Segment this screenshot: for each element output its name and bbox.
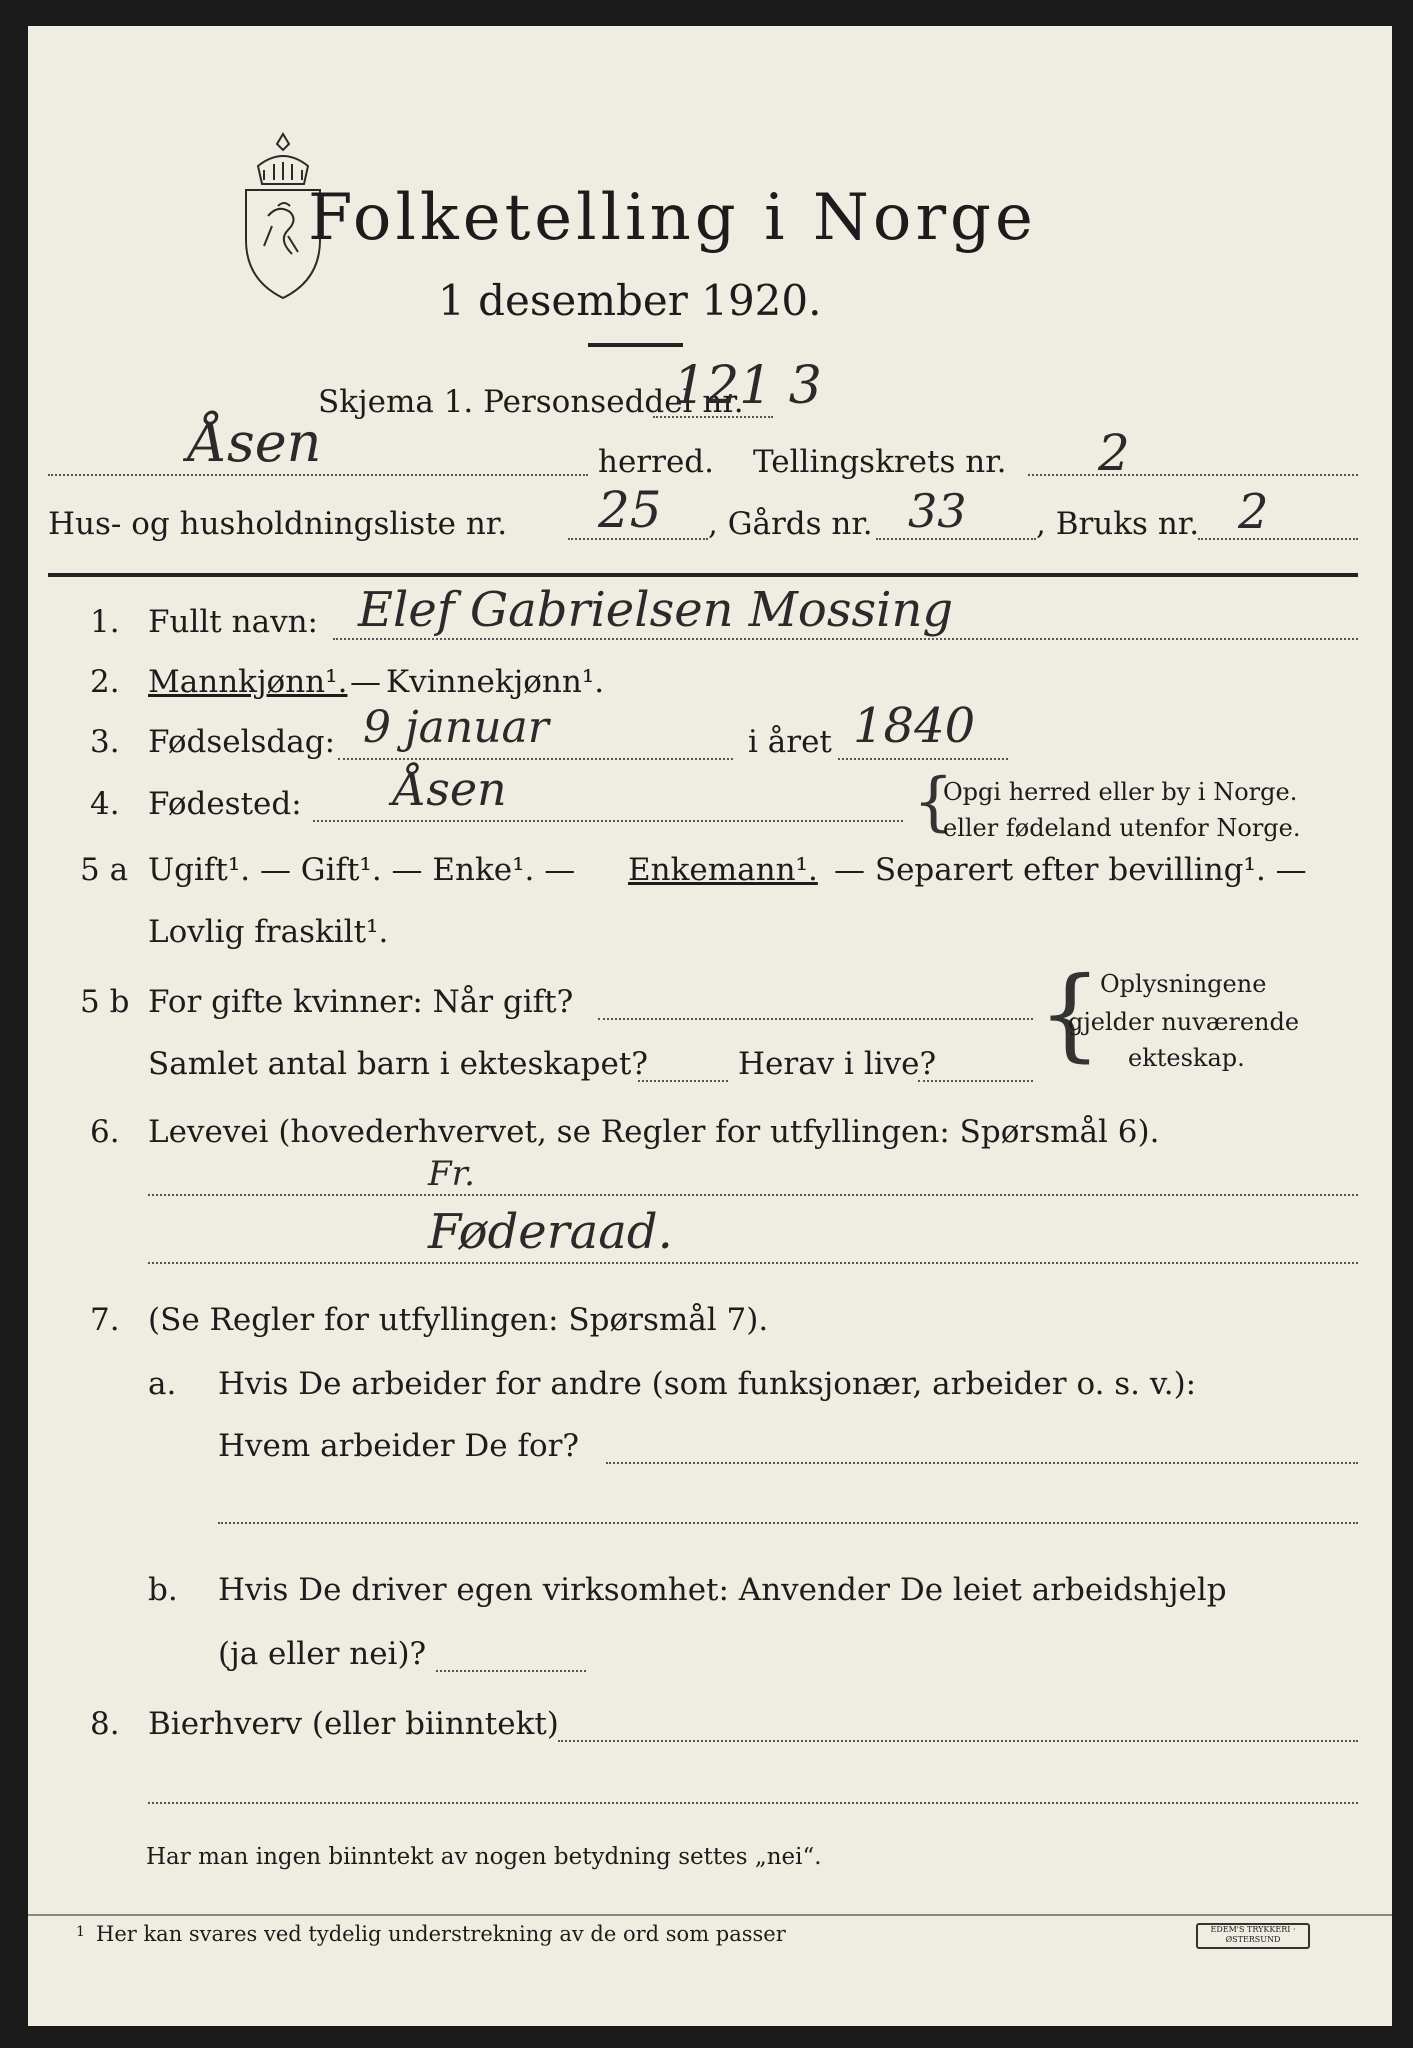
tellingskrets-value: 2 <box>1098 424 1130 482</box>
herred-label: herred. <box>598 444 714 480</box>
q5b-note-line1: Oplysningene <box>1100 970 1267 998</box>
q3-year-dotted-line <box>838 758 1008 760</box>
bruks-label: , Bruks nr. <box>1036 506 1200 542</box>
q5b-brace: { <box>1038 955 1102 1072</box>
q3-label: Fødselsdag: <box>148 724 336 760</box>
schema-label: Skjema 1. Personseddel nr. <box>318 384 744 420</box>
husliste-label: Hus- og husholdningsliste nr. <box>48 506 508 542</box>
q8-dotted-line <box>558 1740 1358 1742</box>
footnote-text: Her kan svares ved tydelig understrekning av de ord som passer <box>96 1922 786 1946</box>
q5a-option-fraskilt: Lovlig fraskilt¹. <box>148 914 389 950</box>
section-divider <box>48 573 1358 577</box>
q7-number: 7. <box>90 1302 120 1338</box>
q4-note-line1: Opgi herred eller by i Norge. <box>943 778 1298 806</box>
census-form <box>28 26 1392 2026</box>
q3-birthday: 9 januar <box>363 702 549 753</box>
schema-dotted-line <box>653 416 773 418</box>
biinntekt-note: Har man ingen biinntekt av nogen betydning settes „nei“. <box>146 1844 822 1870</box>
herred-value: Åsen <box>188 411 322 474</box>
printer-stamp: EDEM'S TRYKKERI · ØSTERSUND <box>1196 1923 1310 1949</box>
q7a-question: Hvis De arbeider for andre (som funksjonær, arbeider o. s. v.): <box>218 1366 1197 1402</box>
q7b-dotted-line <box>436 1670 586 1672</box>
q5b-children-alive: Herav i live? <box>738 1046 937 1082</box>
q1-dotted-line <box>333 638 1358 640</box>
q1-number: 1. <box>90 604 120 640</box>
q2-female: Kvinnekjønn¹. <box>386 664 605 700</box>
q5a-options-end: — Separert efter bevilling¹. — <box>834 852 1307 888</box>
q3-year-label: i året <box>748 724 832 760</box>
title-divider <box>588 343 683 347</box>
q4-number: 4. <box>90 786 120 822</box>
q6-number: 6. <box>90 1114 120 1150</box>
schema-number: 121 3 <box>673 356 822 416</box>
q7b-question: Hvis De driver egen virksomhet: Anvender De leiet arbeidshjelp <box>218 1572 1227 1608</box>
q1-full-name: Elef Gabrielsen Mossing <box>358 582 954 638</box>
census-date: 1 desember 1920. <box>438 276 822 325</box>
husliste-value: 25 <box>598 481 662 539</box>
footnote-marker: 1 <box>76 1924 85 1940</box>
q6-occupation-line2: Føderaad. <box>428 1204 673 1260</box>
q7b-answer-label: (ja eller nei)? <box>218 1636 427 1672</box>
q7a-employer-dotted-line <box>606 1462 1358 1464</box>
q2-number: 2. <box>90 664 120 700</box>
q5b-note-line2: gjelder nuværende <box>1068 1008 1300 1036</box>
q3-number: 3. <box>90 724 120 760</box>
q5b-number: 5 b <box>80 984 130 1020</box>
q6-occupation-line1: Fr. <box>428 1154 475 1194</box>
q8-label: Bierhverv (eller biinntekt) <box>148 1706 559 1742</box>
q5b-when-dotted-line <box>598 1018 1033 1020</box>
q4-birthplace: Åsen <box>393 762 507 816</box>
q1-label: Fullt navn: <box>148 604 318 640</box>
q4-label: Fødested: <box>148 786 302 822</box>
q2-male: Mannkjønn¹. <box>148 664 348 700</box>
q3-dotted-line <box>338 758 733 760</box>
q8-extra-dotted-line <box>148 1802 1358 1804</box>
bruks-value: 2 <box>1238 484 1269 540</box>
q5a-options-start: Ugift¹. — Gift¹. — Enke¹. — <box>148 852 576 888</box>
q6-dotted-line-1 <box>148 1194 1358 1196</box>
q5a-option-enkemann: Enkemann¹. <box>628 852 818 888</box>
q4-brace: { <box>913 765 954 839</box>
gards-value: 33 <box>908 484 967 538</box>
gards-dotted-line <box>876 538 1036 540</box>
herred-dotted-line <box>48 474 588 476</box>
footer-divider <box>28 1914 1392 1916</box>
tellingskrets-dotted-line <box>1028 474 1358 476</box>
q7-label: (Se Regler for utfyllingen: Spørsmål 7). <box>148 1302 769 1338</box>
q5a-number: 5 a <box>80 852 129 888</box>
q5b-alive-dotted-line <box>918 1080 1033 1082</box>
q5b-when-married: For gifte kvinner: Når gift? <box>148 984 574 1020</box>
q3-year: 1840 <box>853 698 976 754</box>
q6-label: Levevei (hovederhvervet, se Regler for utfyllingen: Spørsmål 6). <box>148 1114 1160 1150</box>
q7a-extra-dotted-line <box>218 1522 1358 1524</box>
q4-note-line2: eller fødeland utenfor Norge. <box>943 814 1301 842</box>
bruks-dotted-line <box>1198 538 1358 540</box>
q4-dotted-line <box>313 820 903 822</box>
q2-separator: — <box>350 664 381 700</box>
q5b-children-total: Samlet antal barn i ekteskapet? <box>148 1046 648 1082</box>
q8-number: 8. <box>90 1706 120 1742</box>
q5b-children-dotted-line <box>638 1080 728 1082</box>
q6-dotted-line-2 <box>148 1262 1358 1264</box>
tellingskrets-label: Tellingskrets nr. <box>753 444 1007 480</box>
form-title: Folketelling i Norge <box>308 181 1037 255</box>
q7a-employer-label: Hvem arbeider De for? <box>218 1428 580 1464</box>
gards-label: , Gårds nr. <box>708 506 873 542</box>
q7a-letter: a. <box>148 1366 177 1402</box>
q7b-letter: b. <box>148 1572 178 1608</box>
q5b-note-line3: ekteskap. <box>1128 1044 1245 1072</box>
